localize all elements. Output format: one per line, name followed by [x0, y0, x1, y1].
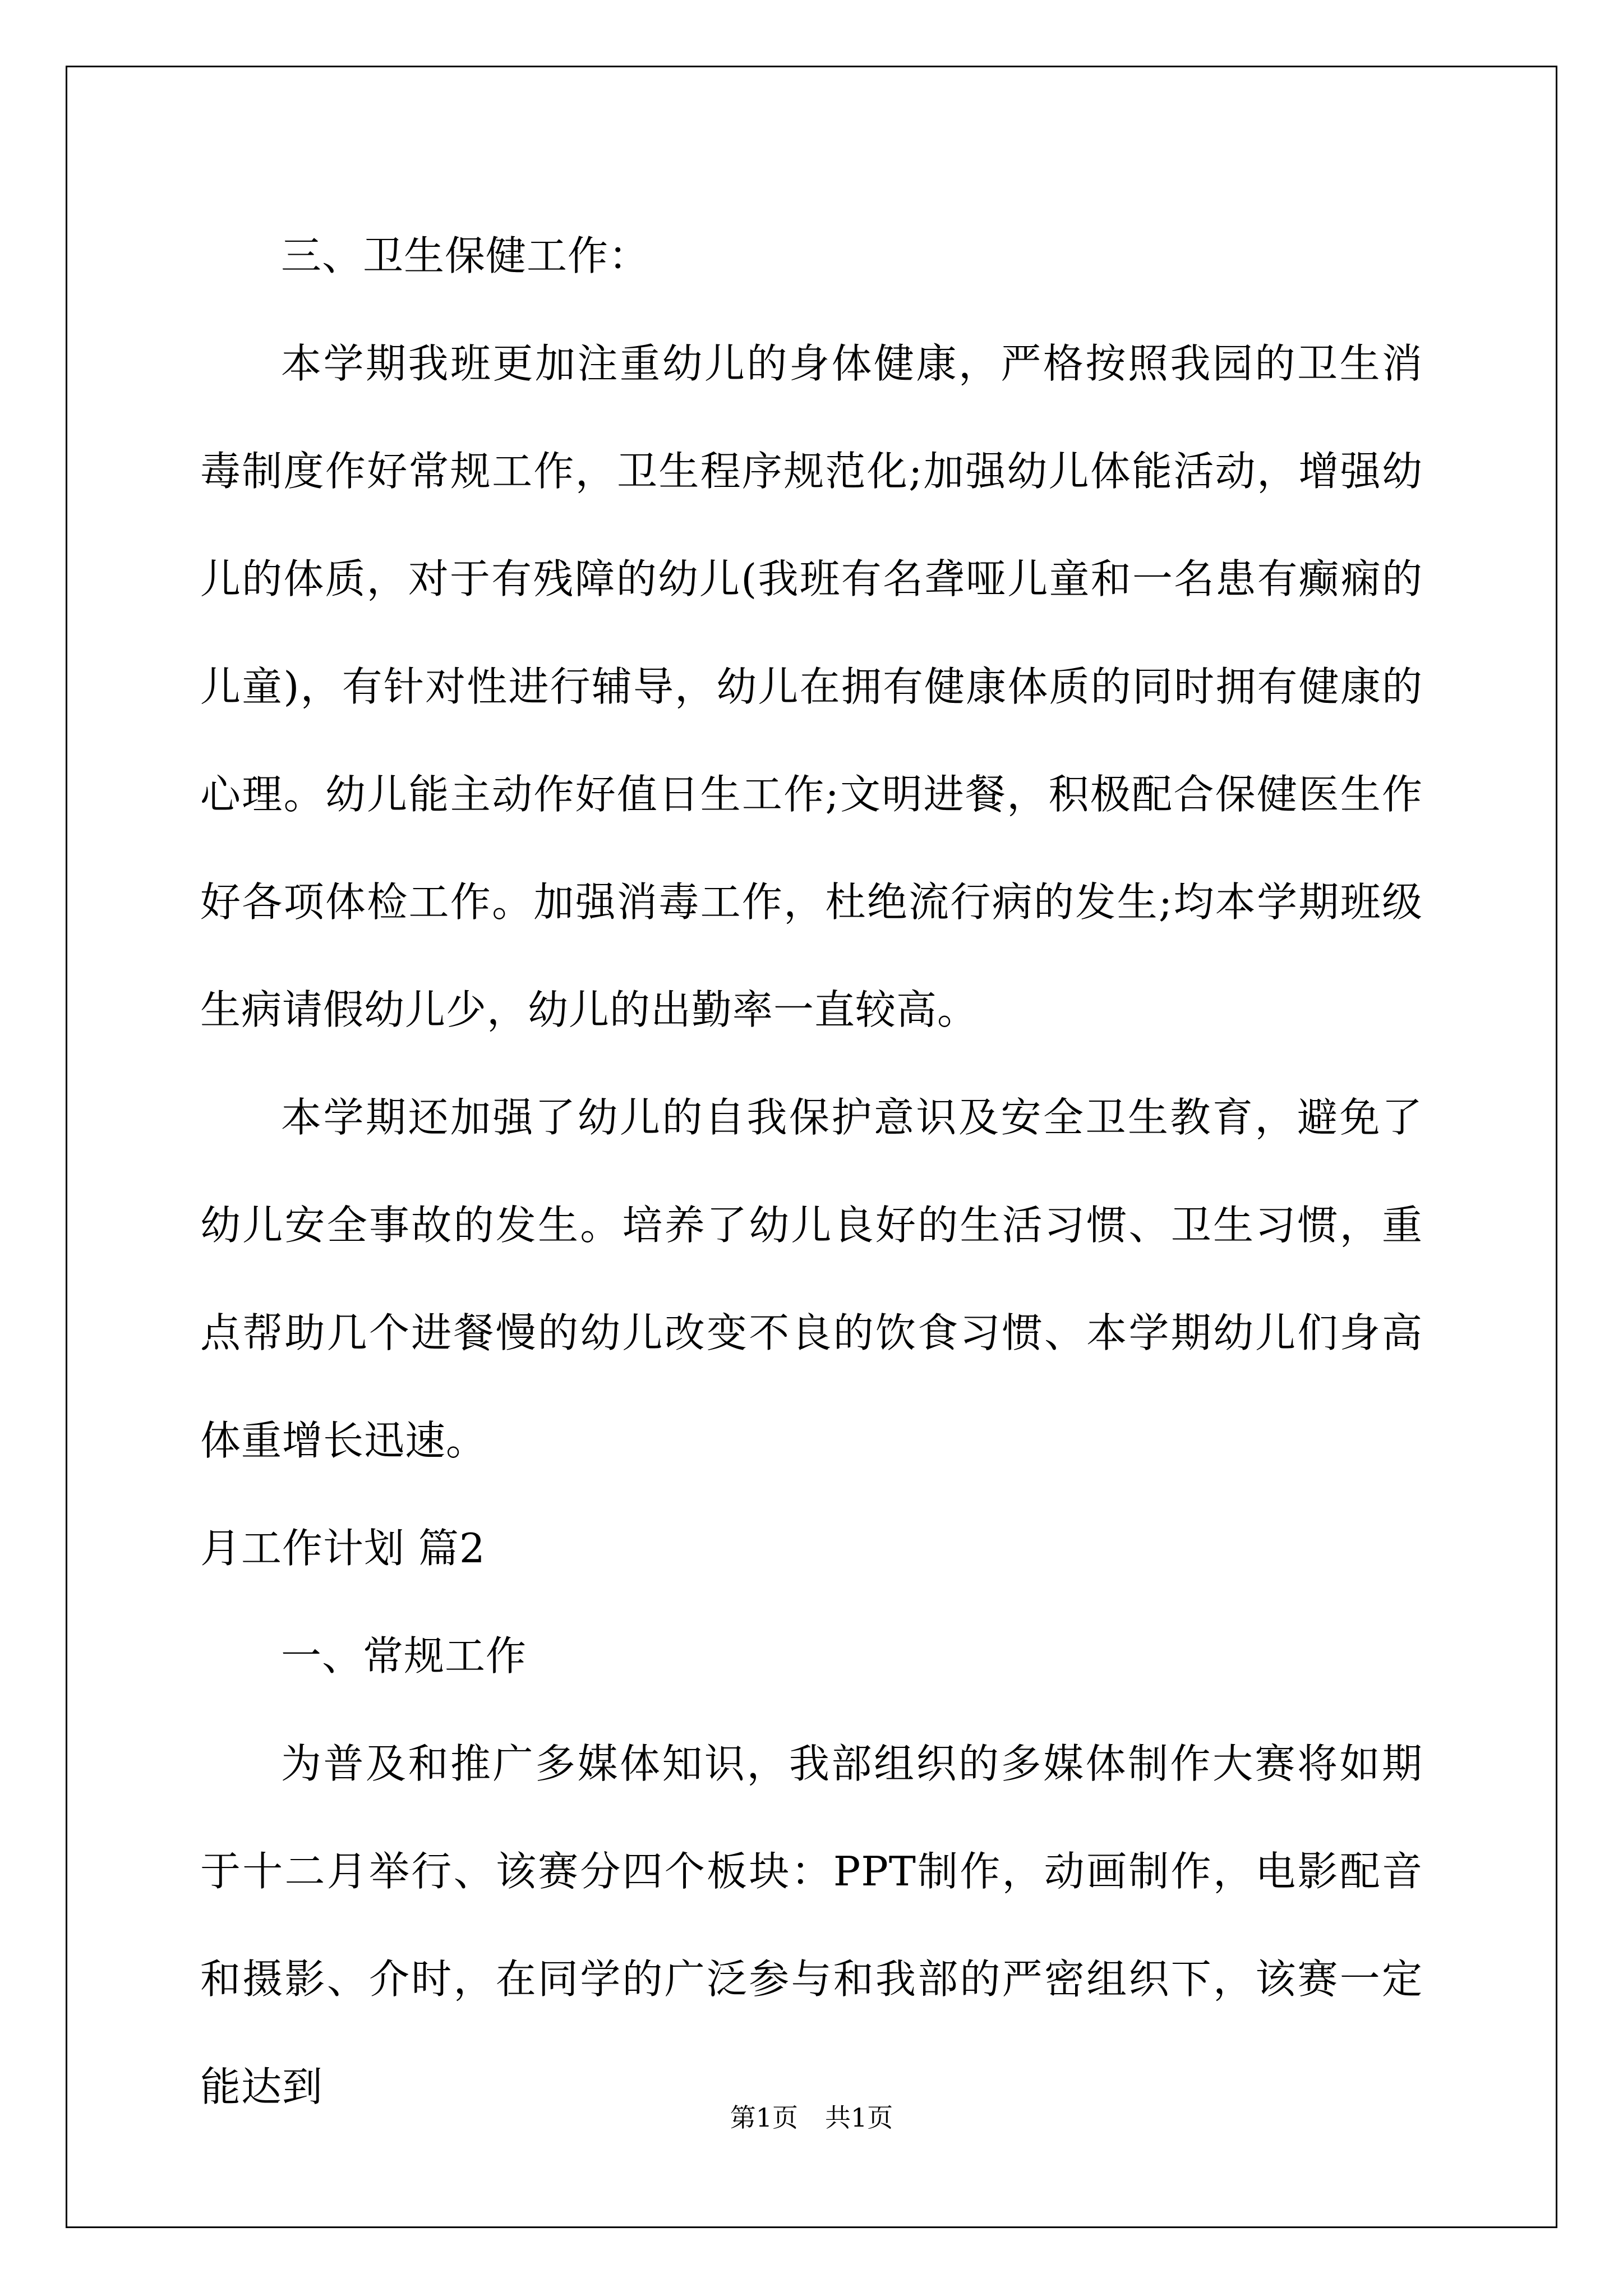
- paragraph-multimedia-contest: 为普及和推广多媒体知识，我部组织的多媒体制作大赛将如期于十二月举行、该赛分四个板块：PPT制作，动画制作，电影配音和摄影、介时，在同学的广泛参与和我部的严密组织下，该赛一定能达到: [200, 1740, 1423, 2110]
- section-heading-hygiene: 三、卫生保健工作：: [281, 232, 650, 279]
- page-number-total: 共1页: [825, 2102, 893, 2133]
- document-body: [200, 202, 1423, 2141]
- page-number-current: 第1页: [730, 2102, 798, 2133]
- paragraph-health-care: 本学期我班更加注重幼儿的身体健康，严格按照我园的卫生消毒制度作好常规工作，卫生程序规范化;加强幼儿体能活动，增强幼儿的体质，对于有残障的幼儿(我班有名聋哑儿童和一名患有癫痫的儿童)，有针对性进行辅导，幼儿在拥有健康体质的同时拥有健康的心理。幼儿能主动作好值日生工作;文明进餐，积极配合保健医生作好各项体检工作。加强消毒工作，杜绝流行病的发生;均本学期班级生病请假幼儿少，幼儿的出勤率一直较高。: [200, 340, 1423, 1033]
- article-title-part-2: 月工作计划 篇2: [200, 1525, 486, 1572]
- paragraph-safety-education: 本学期还加强了幼儿的自我保护意识及安全卫生教育，避免了幼儿安全事故的发生。培养了幼儿良好的生活习惯、卫生习惯，重点帮助几个进餐慢的幼儿改变不良的饮食习惯、本学期幼儿们身高体重增长迅速。: [200, 1094, 1423, 1464]
- section-heading-routine-work: 一、常规工作: [281, 1632, 527, 1680]
- page-footer: [0, 2101, 1623, 2134]
